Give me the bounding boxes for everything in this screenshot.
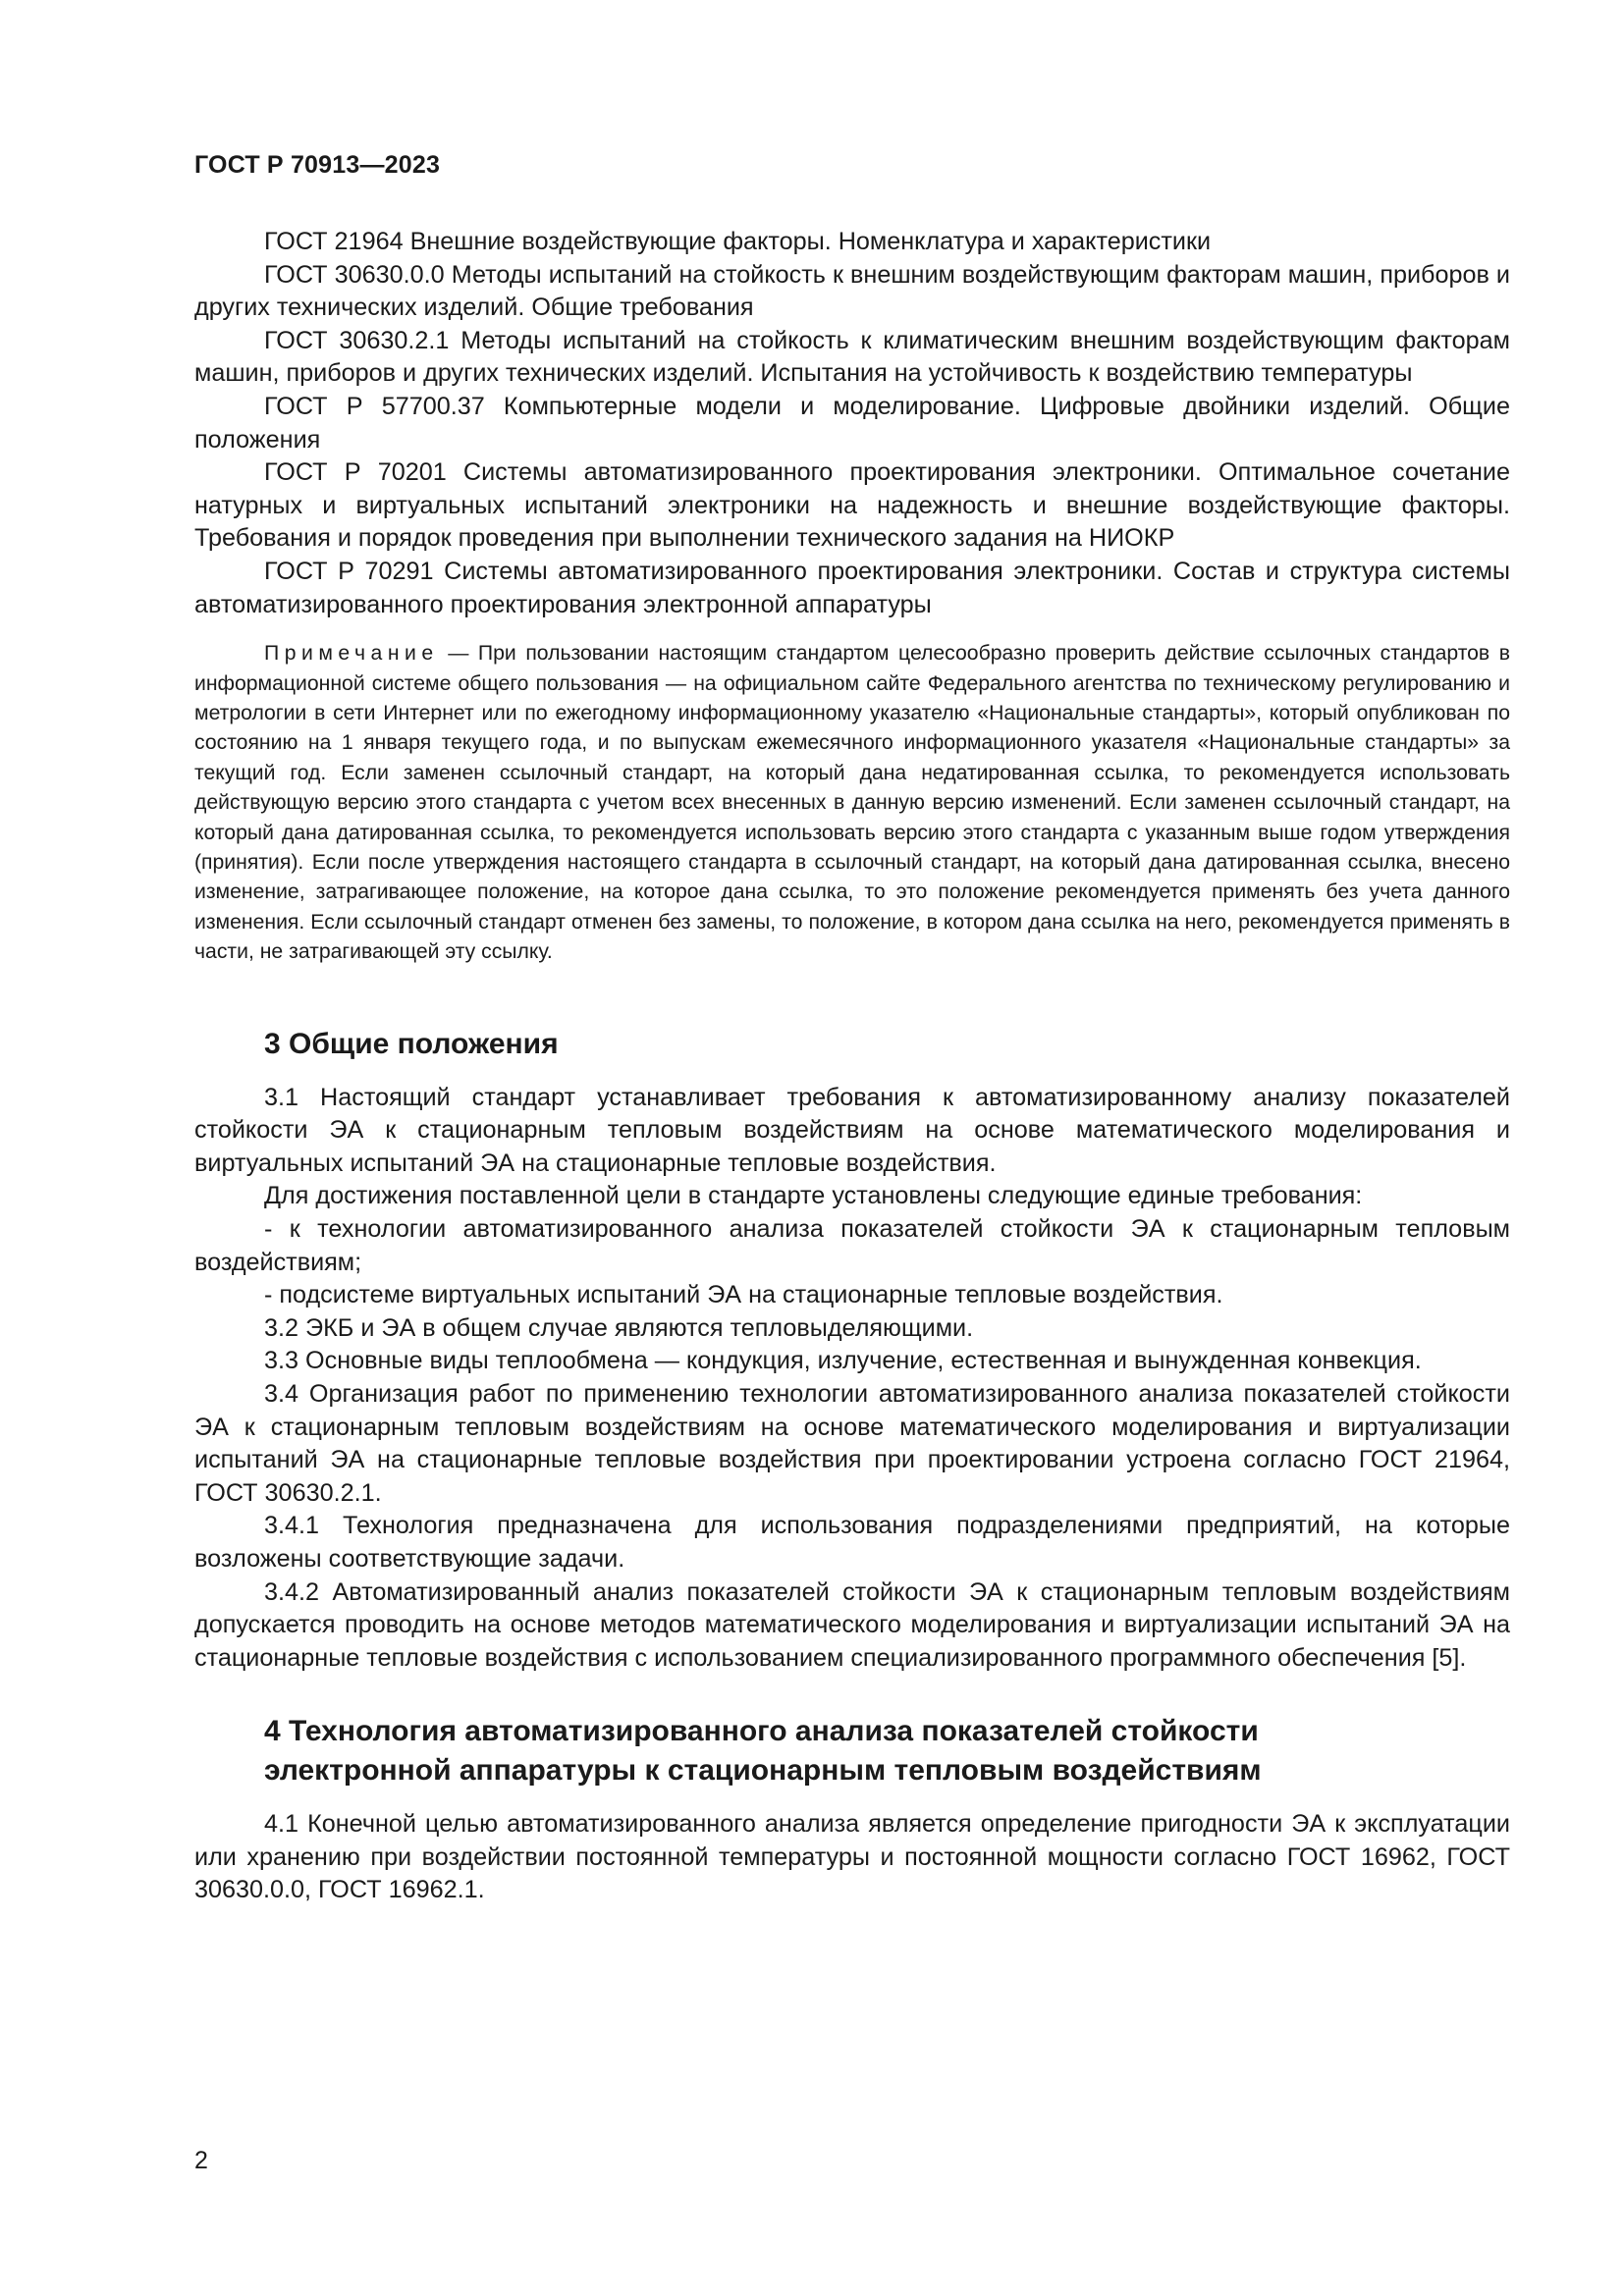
section-3-heading: 3 Общие положения bbox=[264, 1027, 559, 1060]
document-body bbox=[194, 226, 1510, 1907]
reference-item: ГОСТ 30630.2.1 Методы испытаний на стойкость к климатическим внешним воздействующим факторам машин, приборов и других технических изделий. Испытания на устойчивость к воздействию температуры bbox=[194, 326, 1510, 388]
reference-item: ГОСТ Р 70201 Системы автоматизированного проектирования электроники. Оптимальное сочетание натурных и виртуальных испытаний электроники на надежность и внешние воздействующие факторы. Требования и порядок проведения при выполнении технического задания на НИОКР bbox=[194, 458, 1510, 553]
section-3-paragraph: 3.4 Организация работ по применению технологии автоматизированного анализа показателей стойкости ЭА к стационарным тепловым воздействиям на основе математического моделирования и виртуализации испытаний ЭА на стационарные тепловые воздействия при проектировании устроена согласно ГОСТ 21964, ГОСТ 30630.2.1. bbox=[194, 1379, 1510, 1507]
section-3-paragraph: Для достижения поставленной цели в стандарте установлены следующие единые требования: bbox=[264, 1182, 1363, 1210]
standard-code-header: ГОСТ Р 70913—2023 bbox=[194, 151, 441, 179]
reference-item: ГОСТ 30630.0.0 Методы испытаний на стойкость к внешним воздействующим факторам машин, приборов и других технических изделий. Общие требования bbox=[194, 260, 1510, 322]
section-4-paragraph: 4.1 Конечной целью автоматизированного анализа является определение пригодности ЭА к эксплуатации или хранению при воздействии постоянной температуры и постоянной мощности согласно ГОСТ 16962, ГОСТ 30630.0.0, ГОСТ 16962.1. bbox=[194, 1810, 1510, 1904]
reference-item: ГОСТ Р 70291 Системы автоматизированного проектирования электроники. Состав и структура системы автоматизированного проектирования электронной аппаратуры bbox=[194, 557, 1510, 618]
reference-note bbox=[194, 639, 1510, 967]
section-3-list-item: - подсистеме виртуальных испытаний ЭА на стационарные тепловые воздействия. bbox=[264, 1281, 1223, 1309]
section-4-heading-line-1: 4 Технология автоматизированного анализа показателей стойкости bbox=[264, 1715, 1259, 1748]
page-number: 2 bbox=[194, 2147, 208, 2174]
section-3-paragraph: 3.4.1 Технология предназначена для использования подразделениями предприятий, на которые возложены соответствующие задачи. bbox=[194, 1512, 1510, 1573]
section-3-paragraph: 3.2 ЭКБ и ЭА в общем случае являются тепловыделяющими. bbox=[264, 1313, 974, 1342]
note-text: — При пользовании настоящим стандартом целесообразно проверить действие ссылочных стандартов в информационной системе общего пользования — на официальном сайте Федерального агентства по техническому регулированию и метрологии в сети Интернет или по ежегодному информационному указателю «Национальные стандарты», который опубликован по состоянию на 1 января текущего года, и по выпускам ежемесячного информационного указателя «Национальные стандарты» за текущий год. Если заменен ссылочный стандарт, на который дана недатированная ссылка, то рекомендуется использовать действующую версию этого стандарта с учетом всех внесенных в данную версию изменений. Если заменен ссылочный стандарт, на который дана датированная ссылка, то рекомендуется использовать версию этого стандарта с указанным выше годом утверждения (принятия). Если после утверждения настоящего стандарта в ссылочный стандарт, на который дана датированная ссылка, внесено изменение, затрагивающее положение, на которое дана ссылка, то это положение рекомендуется применять без учета данного изменения. Если ссылочный стандарт отменен без замены, то положение, в котором дана ссылка на него, рекомендуется применять в части, не затрагивающей эту ссылку. bbox=[194, 642, 1510, 964]
section-3-paragraph: 3.4.2 Автоматизированный анализ показателей стойкости ЭА к стационарным тепловым воздействиям допускается проводить на основе методов математического моделирования и виртуализации испытаний ЭА на стационарные тепловые воздействия с использованием специализированного программного обеспечения [5]. bbox=[194, 1577, 1510, 1672]
section-3-paragraph: 3.3 Основные виды теплообмена — кондукция, излучение, естественная и вынужденная конвекция. bbox=[264, 1347, 1422, 1375]
reference-item: ГОСТ Р 57700.37 Компьютерные модели и моделирование. Цифровые двойники изделий. Общие положения bbox=[194, 392, 1510, 454]
section-3-list-item: - к технологии автоматизированного анализа показателей стойкости ЭА к стационарным тепловым воздействиям; bbox=[194, 1214, 1510, 1276]
section-3-paragraph: 3.1 Настоящий стандарт устанавливает требования к автоматизированному анализу показателей стойкости ЭА к стационарным тепловым воздействиям на основе математического моделирования и виртуальных испытаний ЭА на стационарные тепловые воздействия. bbox=[194, 1083, 1510, 1177]
section-4-heading-line-2: электронной аппаратуры к стационарным тепловым воздействиям bbox=[264, 1754, 1262, 1788]
reference-item: ГОСТ 21964 Внешние воздействующие факторы. Номенклатура и характеристики bbox=[264, 228, 1212, 255]
note-label: Примечание bbox=[264, 642, 439, 666]
section-4-heading bbox=[194, 1712, 1510, 1790]
